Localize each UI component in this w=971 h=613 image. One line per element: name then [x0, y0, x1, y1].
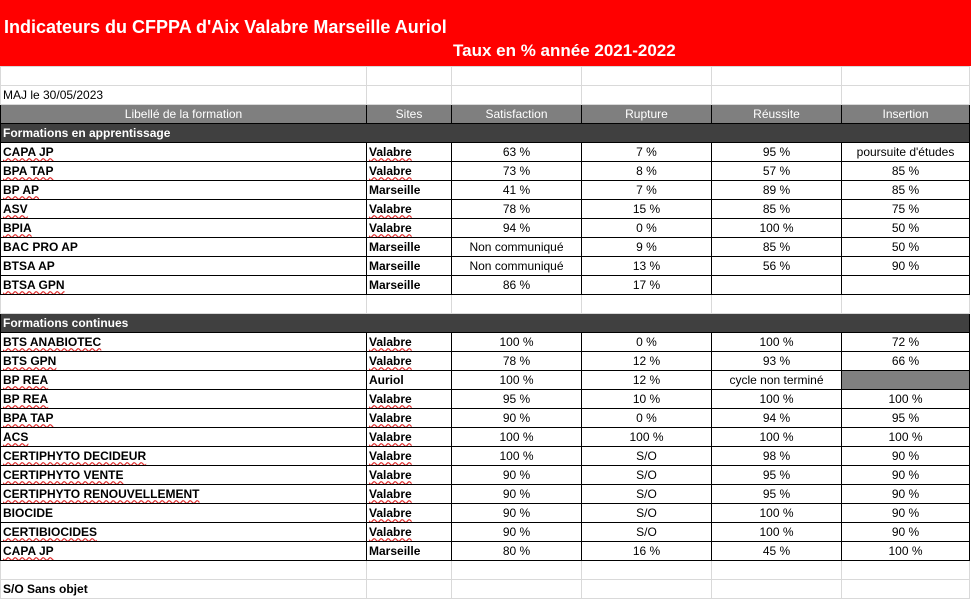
formation-cell[interactable]: BTSA GPN	[1, 276, 367, 295]
empty-cell[interactable]	[452, 561, 582, 580]
rupture-cell[interactable]: 0 %	[582, 409, 712, 428]
site-cell[interactable]: Marseille	[367, 276, 452, 295]
table-row	[1, 352, 970, 371]
empty-cell[interactable]	[452, 86, 582, 105]
satisfaction-cell[interactable]: 90 %	[452, 409, 582, 428]
table-row	[1, 333, 970, 352]
update-note[interactable]: MAJ le 30/05/2023	[1, 86, 367, 105]
table-row	[1, 409, 970, 428]
insertion-cell[interactable]: 85 %	[842, 181, 970, 200]
table-row	[1, 390, 970, 409]
column-header[interactable]: Satisfaction	[452, 105, 582, 124]
insertion-cell[interactable]: 85 %	[842, 162, 970, 181]
table-row	[1, 162, 970, 181]
update-row	[1, 86, 970, 105]
satisfaction-cell[interactable]: 90 %	[452, 523, 582, 542]
formation-cell[interactable]: BPIA	[1, 219, 367, 238]
table-row	[1, 200, 970, 219]
table-row	[1, 466, 970, 485]
reussite-cell[interactable]: 100 %	[712, 333, 842, 352]
site-cell[interactable]: Valabre	[367, 162, 452, 181]
empty-cell[interactable]	[1, 295, 367, 314]
insertion-cell[interactable]: 100 %	[842, 428, 970, 447]
empty-cell[interactable]	[712, 86, 842, 105]
rupture-cell[interactable]: 13 %	[582, 257, 712, 276]
formation-cell[interactable]: ACS	[1, 428, 367, 447]
insertion-cell[interactable]	[842, 276, 970, 295]
site-cell[interactable]: Marseille	[367, 238, 452, 257]
insertion-cell[interactable]: 100 %	[842, 390, 970, 409]
rupture-cell[interactable]: 8 %	[582, 162, 712, 181]
reussite-cell[interactable]: 95 %	[712, 485, 842, 504]
site-cell[interactable]: Valabre	[367, 352, 452, 371]
footnote-row	[1, 580, 970, 599]
reussite-cell[interactable]: cycle non terminé	[712, 371, 842, 390]
reussite-cell[interactable]: 100 %	[712, 428, 842, 447]
insertion-cell[interactable]: 90 %	[842, 523, 970, 542]
satisfaction-cell[interactable]: 90 %	[452, 504, 582, 523]
empty-cell[interactable]	[712, 580, 842, 599]
site-cell[interactable]: Valabre	[367, 485, 452, 504]
insertion-cell[interactable]: 90 %	[842, 504, 970, 523]
insertion-cell[interactable]: 90 %	[842, 466, 970, 485]
reussite-cell[interactable]: 85 %	[712, 238, 842, 257]
empty-cell[interactable]	[452, 67, 582, 86]
reussite-cell[interactable]: 98 %	[712, 447, 842, 466]
rupture-cell[interactable]: 17 %	[582, 276, 712, 295]
formation-cell[interactable]: BAC PRO AP	[1, 238, 367, 257]
insertion-cell[interactable]: 90 %	[842, 447, 970, 466]
satisfaction-cell[interactable]: 78 %	[452, 352, 582, 371]
site-cell[interactable]: Valabre	[367, 466, 452, 485]
empty-cell[interactable]	[452, 295, 582, 314]
satisfaction-cell[interactable]: 100 %	[452, 333, 582, 352]
reussite-cell[interactable]: 94 %	[712, 409, 842, 428]
empty-cell[interactable]	[367, 295, 452, 314]
reussite-cell[interactable]	[712, 276, 842, 295]
table-row	[1, 181, 970, 200]
section-title[interactable]: Formations en apprentissage	[1, 124, 970, 143]
empty-cell[interactable]	[842, 67, 970, 86]
site-cell[interactable]: Marseille	[367, 181, 452, 200]
rupture-cell[interactable]: S/O	[582, 504, 712, 523]
site-cell[interactable]: Valabre	[367, 523, 452, 542]
satisfaction-cell[interactable]: 86 %	[452, 276, 582, 295]
rupture-cell[interactable]: 16 %	[582, 542, 712, 561]
insertion-cell[interactable]: 66 %	[842, 352, 970, 371]
reussite-cell[interactable]: 100 %	[712, 523, 842, 542]
empty-cell[interactable]	[582, 561, 712, 580]
page-title: Indicateurs du CFPPA d'Aix Valabre Marseille Auriol	[4, 17, 447, 37]
empty-cell[interactable]	[712, 561, 842, 580]
satisfaction-cell[interactable]: 90 %	[452, 466, 582, 485]
site-cell[interactable]: Valabre	[367, 143, 452, 162]
rupture-cell[interactable]: 12 %	[582, 371, 712, 390]
site-cell[interactable]: Marseille	[367, 542, 452, 561]
insertion-cell[interactable]: 95 %	[842, 409, 970, 428]
formation-cell[interactable]: BP AP	[1, 181, 367, 200]
site-cell[interactable]: Valabre	[367, 219, 452, 238]
satisfaction-cell[interactable]: 94 %	[452, 219, 582, 238]
column-header[interactable]: Libellé de la formation	[1, 105, 367, 124]
title-banner	[0, 0, 971, 66]
formation-cell[interactable]: CERTIPHYTO VENTE	[1, 466, 367, 485]
rupture-cell[interactable]: 10 %	[582, 390, 712, 409]
site-cell[interactable]: Valabre	[367, 504, 452, 523]
empty-cell[interactable]	[1, 561, 367, 580]
empty-cell[interactable]	[582, 86, 712, 105]
spacer-row	[1, 561, 970, 580]
reussite-cell[interactable]: 89 %	[712, 181, 842, 200]
table-row	[1, 257, 970, 276]
insertion-cell[interactable]: 90 %	[842, 485, 970, 504]
table-row	[1, 542, 970, 561]
reussite-cell[interactable]: 57 %	[712, 162, 842, 181]
formation-cell[interactable]: CAPA JP	[1, 542, 367, 561]
table-row	[1, 371, 970, 390]
rupture-cell[interactable]: 15 %	[582, 200, 712, 219]
table-row	[1, 276, 970, 295]
insertion-cell[interactable]	[842, 371, 970, 390]
spacer-row	[1, 295, 970, 314]
reussite-cell[interactable]: 93 %	[712, 352, 842, 371]
satisfaction-cell[interactable]: 100 %	[452, 428, 582, 447]
site-cell[interactable]: Auriol	[367, 371, 452, 390]
satisfaction-cell[interactable]: 41 %	[452, 181, 582, 200]
satisfaction-cell[interactable]: 78 %	[452, 200, 582, 219]
empty-cell[interactable]	[582, 67, 712, 86]
empty-cell[interactable]	[367, 67, 452, 86]
table-row	[1, 447, 970, 466]
insertion-cell[interactable]: poursuite d'études	[842, 143, 970, 162]
satisfaction-cell[interactable]: Non communiqué	[452, 238, 582, 257]
reussite-cell[interactable]: 56 %	[712, 257, 842, 276]
site-cell[interactable]: Valabre	[367, 409, 452, 428]
reussite-cell[interactable]: 100 %	[712, 504, 842, 523]
table-row	[1, 485, 970, 504]
site-cell[interactable]: Valabre	[367, 200, 452, 219]
empty-cell[interactable]	[582, 295, 712, 314]
section-header-row	[1, 314, 970, 333]
formation-cell[interactable]: BPA TAP	[1, 409, 367, 428]
formation-cell[interactable]: CERTIBIOCIDES	[1, 523, 367, 542]
insertion-cell[interactable]: 50 %	[842, 219, 970, 238]
empty-cell[interactable]	[1, 67, 367, 86]
insertion-cell[interactable]: 90 %	[842, 257, 970, 276]
spacer-row	[1, 67, 970, 86]
footnote[interactable]: S/O Sans objet	[1, 580, 367, 599]
reussite-cell[interactable]: 95 %	[712, 143, 842, 162]
column-header[interactable]: Insertion	[842, 105, 970, 124]
rupture-cell[interactable]: 12 %	[582, 352, 712, 371]
satisfaction-cell[interactable]: 100 %	[452, 447, 582, 466]
formation-cell[interactable]: CERTIPHYTO DECIDEUR	[1, 447, 367, 466]
rupture-cell[interactable]: 7 %	[582, 143, 712, 162]
reussite-cell[interactable]: 100 %	[712, 390, 842, 409]
site-cell[interactable]: Valabre	[367, 333, 452, 352]
formation-cell[interactable]: BTS GPN	[1, 352, 367, 371]
empty-cell[interactable]	[367, 580, 452, 599]
site-cell[interactable]: Valabre	[367, 390, 452, 409]
empty-cell[interactable]	[367, 86, 452, 105]
table-row	[1, 238, 970, 257]
formation-cell[interactable]: CERTIPHYTO RENOUVELLEMENT	[1, 485, 367, 504]
site-cell[interactable]: Valabre	[367, 447, 452, 466]
table-header-row	[1, 105, 970, 124]
insertion-cell[interactable]: 50 %	[842, 238, 970, 257]
satisfaction-cell[interactable]: 90 %	[452, 485, 582, 504]
satisfaction-cell[interactable]: 63 %	[452, 143, 582, 162]
rupture-cell[interactable]: 9 %	[582, 238, 712, 257]
satisfaction-cell[interactable]: 95 %	[452, 390, 582, 409]
reussite-cell[interactable]: 45 %	[712, 542, 842, 561]
rupture-cell[interactable]: S/O	[582, 447, 712, 466]
satisfaction-cell[interactable]: 80 %	[452, 542, 582, 561]
rupture-cell[interactable]: 0 %	[582, 333, 712, 352]
empty-cell[interactable]	[842, 86, 970, 105]
empty-cell[interactable]	[842, 295, 970, 314]
section-title[interactable]: Formations continues	[1, 314, 970, 333]
empty-cell[interactable]	[842, 561, 970, 580]
empty-cell[interactable]	[712, 67, 842, 86]
formation-cell[interactable]: BPA TAP	[1, 162, 367, 181]
formation-cell[interactable]: BP REA	[1, 371, 367, 390]
reussite-cell[interactable]: 85 %	[712, 200, 842, 219]
rupture-cell[interactable]: 100 %	[582, 428, 712, 447]
formation-cell[interactable]: ASV	[1, 200, 367, 219]
formation-cell[interactable]: BTSA AP	[1, 257, 367, 276]
reussite-cell[interactable]: 100 %	[712, 219, 842, 238]
empty-cell[interactable]	[367, 561, 452, 580]
satisfaction-cell[interactable]: 73 %	[452, 162, 582, 181]
formation-cell[interactable]: BP REA	[1, 390, 367, 409]
formation-cell[interactable]: BTS ANABIOTEC	[1, 333, 367, 352]
table-row	[1, 143, 970, 162]
page-subtitle: Taux en % année 2021-2022	[453, 41, 676, 60]
rupture-cell[interactable]: S/O	[582, 523, 712, 542]
formation-cell[interactable]: CAPA JP	[1, 143, 367, 162]
empty-cell[interactable]	[582, 580, 712, 599]
indicators-table	[0, 66, 970, 599]
site-cell[interactable]: Valabre	[367, 428, 452, 447]
column-header[interactable]: Réussite	[712, 105, 842, 124]
site-cell[interactable]: Marseille	[367, 257, 452, 276]
rupture-cell[interactable]: 0 %	[582, 219, 712, 238]
column-header[interactable]: Rupture	[582, 105, 712, 124]
table-row	[1, 219, 970, 238]
satisfaction-cell[interactable]: 100 %	[452, 371, 582, 390]
rupture-cell[interactable]: S/O	[582, 466, 712, 485]
satisfaction-cell[interactable]: Non communiqué	[452, 257, 582, 276]
table-row	[1, 504, 970, 523]
insertion-cell[interactable]: 72 %	[842, 333, 970, 352]
table-row	[1, 428, 970, 447]
rupture-cell[interactable]: S/O	[582, 485, 712, 504]
empty-cell[interactable]	[842, 580, 970, 599]
empty-cell[interactable]	[712, 295, 842, 314]
rupture-cell[interactable]: 7 %	[582, 181, 712, 200]
insertion-cell[interactable]: 75 %	[842, 200, 970, 219]
formation-cell[interactable]: BIOCIDE	[1, 504, 367, 523]
insertion-cell[interactable]: 100 %	[842, 542, 970, 561]
column-header[interactable]: Sites	[367, 105, 452, 124]
reussite-cell[interactable]: 95 %	[712, 466, 842, 485]
section-header-row	[1, 124, 970, 143]
empty-cell[interactable]	[452, 580, 582, 599]
table-row	[1, 523, 970, 542]
